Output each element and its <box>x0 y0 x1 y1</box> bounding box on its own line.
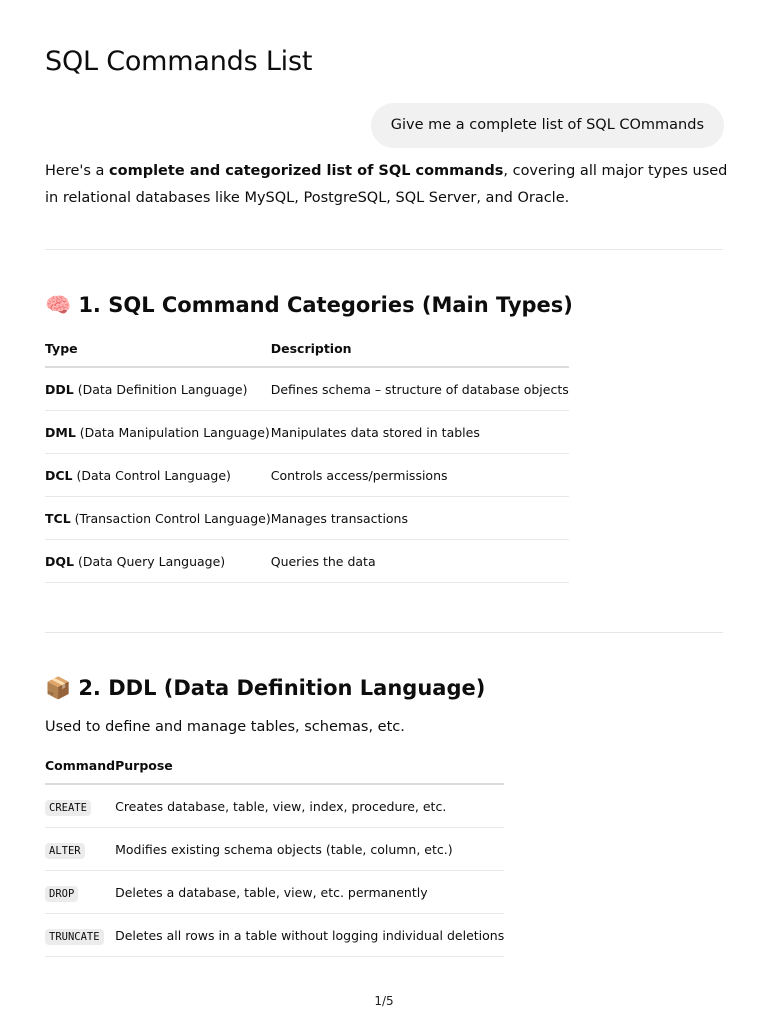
column-header: Command <box>45 748 115 784</box>
type-cell <box>45 454 271 497</box>
table-row <box>45 540 569 583</box>
type-name: (Data Query Language) <box>73 553 226 569</box>
column-header: Purpose <box>115 748 504 784</box>
type-cell <box>45 367 271 411</box>
command-code: TRUNCATE <box>45 929 104 945</box>
type-abbr: TCL <box>45 510 71 526</box>
table-row <box>45 367 569 411</box>
command-code: DROP <box>45 886 78 902</box>
purpose-cell: Modifies existing schema objects (table, column, etc.) <box>115 828 504 871</box>
table-header-row <box>45 748 504 784</box>
section-heading-text: 1. SQL Command Categories (Main Types) <box>78 293 573 317</box>
type-abbr: DML <box>45 424 76 440</box>
table-row <box>45 411 569 454</box>
type-name: (Data Definition Language) <box>73 381 248 397</box>
type-name: (Transaction Control Language) <box>70 510 271 526</box>
brain-icon: 🧠 <box>45 293 72 317</box>
section-heading-categories <box>45 293 573 318</box>
type-abbr: DQL <box>45 553 74 569</box>
section-heading-ddl <box>45 676 485 701</box>
type-abbr: DCL <box>45 467 73 483</box>
categories-table <box>45 331 569 583</box>
type-cell <box>45 411 271 454</box>
type-name: (Data Manipulation Language) <box>75 424 270 440</box>
description-cell: Manipulates data stored in tables <box>271 411 569 454</box>
purpose-cell: Deletes a database, table, view, etc. permanently <box>115 871 504 914</box>
description-cell: Manages transactions <box>271 497 569 540</box>
command-cell <box>45 914 115 957</box>
description-cell: Defines schema – structure of database objects <box>271 367 569 411</box>
user-message-bubble: Give me a complete list of SQL COmmands <box>371 103 724 148</box>
command-cell <box>45 871 115 914</box>
type-cell <box>45 497 271 540</box>
column-header: Description <box>271 331 569 367</box>
purpose-cell: Deletes all rows in a table without logging individual deletions <box>115 914 504 957</box>
description-cell: Queries the data <box>271 540 569 583</box>
column-header: Type <box>45 331 271 367</box>
command-cell <box>45 784 115 828</box>
command-code: ALTER <box>45 843 85 859</box>
description-cell: Controls access/permissions <box>271 454 569 497</box>
divider <box>45 632 723 633</box>
intro-bold: complete and categorized list of SQL commands <box>109 163 504 179</box>
purpose-cell: Creates database, table, view, index, procedure, etc. <box>115 784 504 828</box>
divider <box>45 249 723 250</box>
package-icon: 📦 <box>45 676 72 700</box>
table-row <box>45 784 504 828</box>
table-header-row <box>45 331 569 367</box>
page-number: 1/5 <box>374 994 394 1008</box>
intro-prefix: Here's a <box>45 163 110 179</box>
table-row <box>45 871 504 914</box>
table-row <box>45 828 504 871</box>
command-code: CREATE <box>45 800 91 816</box>
type-abbr: DDL <box>45 381 74 397</box>
section-heading-text: 2. DDL (Data Definition Language) <box>78 676 486 700</box>
intro-paragraph <box>45 158 735 212</box>
command-cell <box>45 828 115 871</box>
intro-suffix: , covering all major types used in relational databases like MySQL, PostgreSQL, SQL Server, and Oracle. <box>45 163 728 206</box>
table-row <box>45 497 569 540</box>
section-description: Used to define and manage tables, schemas, etc. <box>45 719 405 735</box>
table-row <box>45 454 569 497</box>
ddl-commands-table <box>45 748 504 957</box>
type-name: (Data Control Language) <box>72 467 231 483</box>
page-title: SQL Commands List <box>45 46 313 77</box>
table-row <box>45 914 504 957</box>
type-cell <box>45 540 271 583</box>
